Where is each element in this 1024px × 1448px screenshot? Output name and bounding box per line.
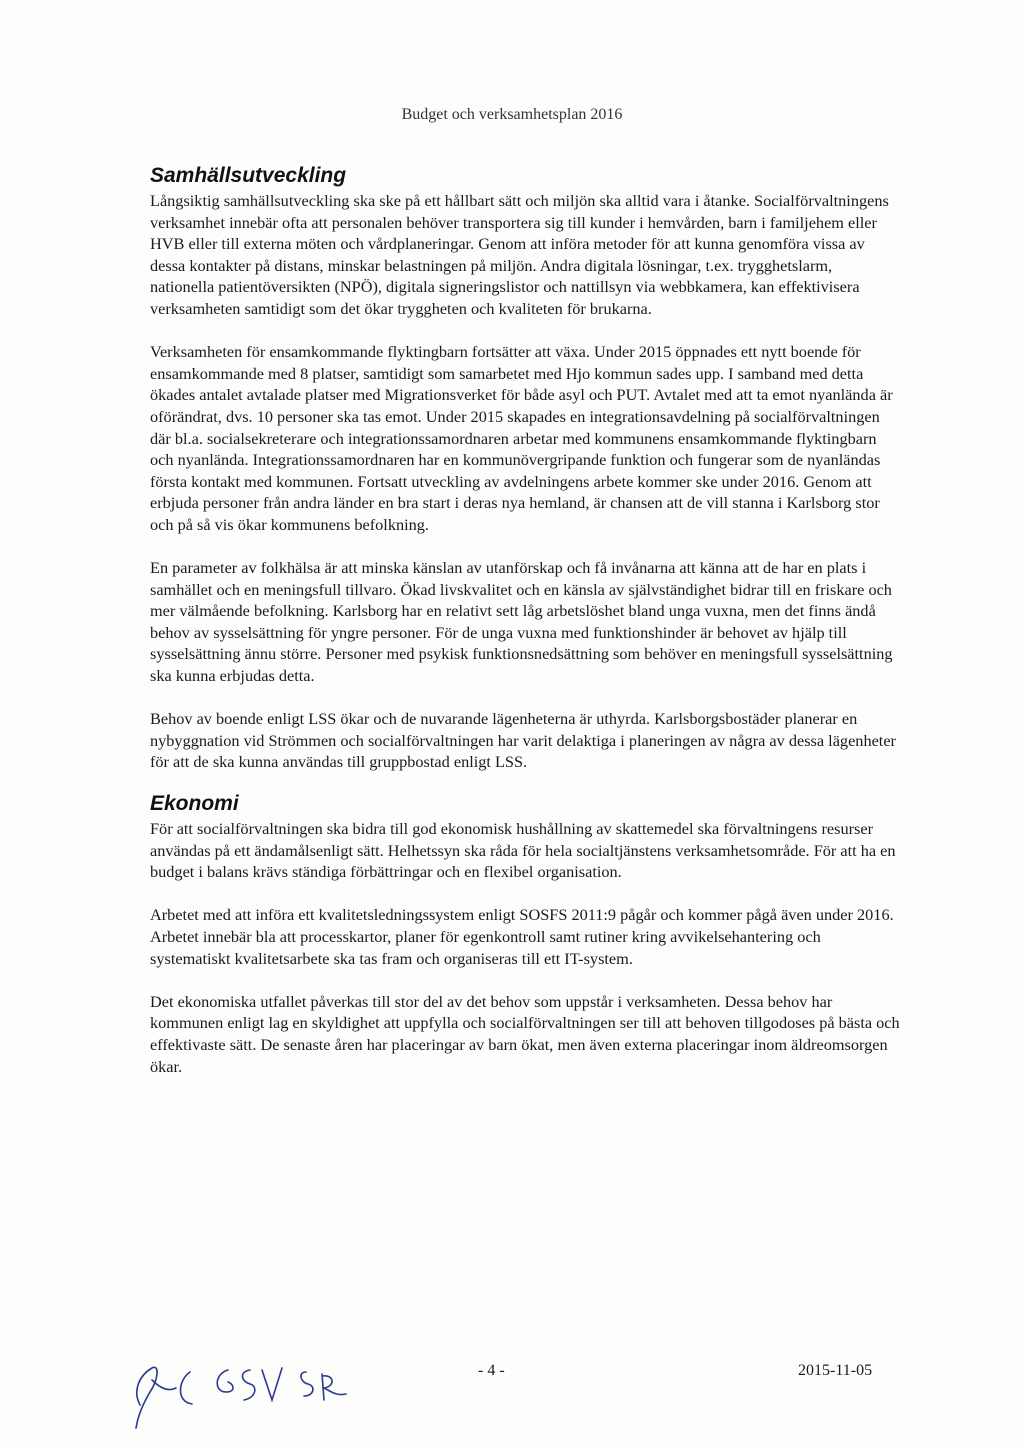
footer-date: 2015-11-05 xyxy=(798,1362,873,1379)
paragraph: Långsiktig samhällsutveckling ska ske på ett hållbart sätt och miljön ska alltid vara i åtanke. Socialförvaltningens verksamhet innebär ofta att personalen behöver transportera sig till kunder i hemvården, barn i familjehem eller HVB eller till externa möten och vårdplaneringar. Genom att införa metoder för att kunna genomföra vissa av dessa kontakter på distans, minskar belastningen på miljön. Andra digitala lösningar, t.ex. trygghetslarm, nationella patientöversikten (NPÖ), digitala signeringslistor och nattillsyn via webbkamera, kan effektivisera verksamheten samtidigt som det ökar tryggheten och kvaliteten för brukarna. xyxy=(150,191,889,318)
signature-icon xyxy=(110,1330,370,1440)
section-heading-ekonomi: Ekonomi xyxy=(150,792,239,816)
paragraph: Verksamheten för ensamkommande flyktingbarn fortsätter att växa. Under 2015 öppnades ett nytt boende för ensamkommande med 8 platser, samtidigt som samarbetet med Hjo kommun sades upp. I samband med detta ökades antalet avtalade platser med Migrationsverket för både asyl och PUT. Avtalet med att ta emot nyanlända är oförändrat, dvs. 10 personer ska tas emot. Under 2015 skapades en integrationsavdelning på socialförvaltningen där bl.a. socialsekreterare och integrationssamordnaren arbetar med kommunens ensamkommande flyktingbarn och nyanlända. Integrationssamordnaren har en kommunövergripande funktion och fungerar som de nyanländas första kontakt med kommunen. Fortsatt utveckling av avdelningens arbete kommer ske under 2016. Genom att erbjuda personer från andra länder en bra start i deras nya hemland, är chansen att de vill stanna i Karlsborg stor och på så vis ökar kommunens befolkning. xyxy=(150,342,893,534)
page-number: - 4 - xyxy=(478,1362,505,1379)
paragraph: En parameter av folkhälsa är att minska känslan av utanförskap och få invånarna att känna att de har en plats i samhället och en meningsfull tillvaro. Ökad livskvalitet och en känsla av självständighet bidrar till en friskare och mer välmående befolkning. Karlsborg har en relativt sett låg arbetslöshet bland unga vuxna, men det finns ändå behov av sysselsättning för yngre personer. För de unga vuxna med funktionshinder är behovet av hjälp till sysselsättning ännu större. Personer med psykisk funktionsnedsättning som behöver en meningsfull sysselsättning ska kunna erbjudas detta. xyxy=(150,558,893,686)
section-heading-samhallsutveckling: Samhällsutveckling xyxy=(150,164,347,187)
document-body xyxy=(150,162,900,1077)
paragraph: Arbetet med att införa ett kvalitetsledningssystem enligt SOSFS 2011:9 pågår och kommer pågå även under 2016. Arbetet innebär bla att processkartor, planer för egenkontroll samt rutiner kring avvikelsehantering och systematiskt kvalitetsarbete ska tas fram och organiseras till ett IT-system. xyxy=(150,905,894,968)
paragraph: För att socialförvaltningen ska bidra till god ekonomisk hushållning av skattemedel ska förvaltningens resurser användas på ett ändamålsenligt sätt. Helhetssyn ska råda för hela socialtjänstens verksamhetsområde. För att ha en budget i balans krävs ständiga förbättringar och en flexibel organisation. xyxy=(150,819,896,882)
paragraph: Det ekonomiska utfallet påverkas till stor del av det behov som uppstår i verksamheten. Dessa behov har kommunen enligt lag en skyldighet att uppfylla och socialförvaltningen ser till att behoven tillgodoses på bästa och effektivaste sätt. De senaste åren har placeringar av barn ökat, men även externa placeringar inom äldreomsorgen ökar. xyxy=(150,991,900,1076)
page-header: Budget och verksamhetsplan 2016 xyxy=(401,106,623,123)
paragraph: Behov av boende enligt LSS ökar och de nuvarande lägenheterna är uthyrda. Karlsborgsbostäder planerar en nybyggnation vid Strömmen och socialförvaltningen har varit delaktiga i planeringen av några av dessa lägenheter för att de ska kunna användas till gruppbostad enligt LSS. xyxy=(150,709,896,772)
